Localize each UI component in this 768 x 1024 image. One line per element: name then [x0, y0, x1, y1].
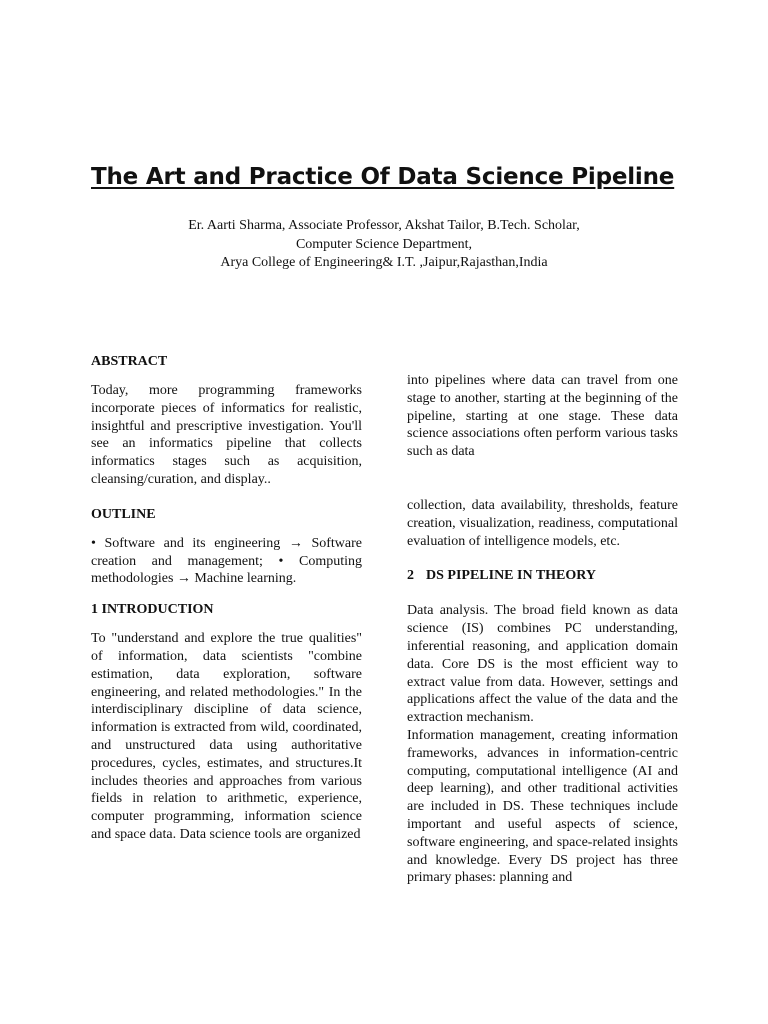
abstract-heading: ABSTRACT [91, 354, 168, 369]
institution-line: Arya College of Engineering& I.T. ,Jaipur,Rajasthan,India [220, 255, 548, 270]
left-column [91, 353, 362, 844]
outline-heading: OUTLINE [91, 506, 156, 522]
section-2-heading [407, 567, 678, 585]
authors-line: Er. Aarti Sharma, Associate Professor, Akshat Tailor, B.Tech. Scholar, [188, 218, 580, 233]
paper-title: The Art and Practice Of Data Science Pipeline [91, 164, 675, 190]
section-2-title: DS PIPELINE IN THEORY [426, 568, 597, 584]
introduction-continuation-text-2: collection, data availability, thresholds, feature creation, visualization, readiness, computational evaluation of intelligence models, etc. [407, 497, 678, 549]
right-column [407, 372, 678, 887]
section-2-text-2: Information management, creating information frameworks, advances in information-centric computing, computational intelligence (AI and deep learning), and other traditional activities are included in DS. These techniques include important and useful aspects of science, software engineering, and space-related insights and knowledge. Every DS project has three primary phases: planning and [407, 727, 678, 886]
introduction-continuation-text: into pipelines where data can travel from one stage to another, starting at the beginning of the pipeline, starting at one stage. These data science associations often perform various tasks such as data [407, 373, 678, 460]
abstract-text: Today, more programming frameworks incorporate pieces of informatics for realistic, insightful and prescriptive investigation. You'll see an informatics pipeline that collects informatics stages such as acquisition, cleansing/curation, and display.. [91, 383, 362, 487]
section-2-text-1: Data analysis. The broad field known as data science (IS) combines PC understanding, inferential reasoning, and application domain data. Core DS is the most efficient way to extract value from data. However, settings and applications affect the value of the data and the extraction mechanism. [407, 603, 678, 726]
section-2-number: 2 [407, 568, 414, 584]
department-line: Computer Science Department, [295, 236, 473, 252]
introduction-heading: 1 INTRODUCTION [91, 602, 214, 618]
introduction-text: To "understand and explore the true qualities" of information, data scientists "combine estimation, data exploration, software engineering, and related methodologies." In the interdisciplinary discipline of data science, information is extracted from wild, coordinated, and unstructured data using authoritative procedures, cycles, estimates, and structures.It includes theories and approaches from various fields in relation to arithmetic, experience, computer programming, information science and space data. Data science tools are organized [91, 631, 362, 842]
outline-text: • Software and its engineering → Software creation and management; • Computing methodologies → Machine learning. [91, 535, 362, 587]
author-affiliation-block [0, 217, 768, 273]
